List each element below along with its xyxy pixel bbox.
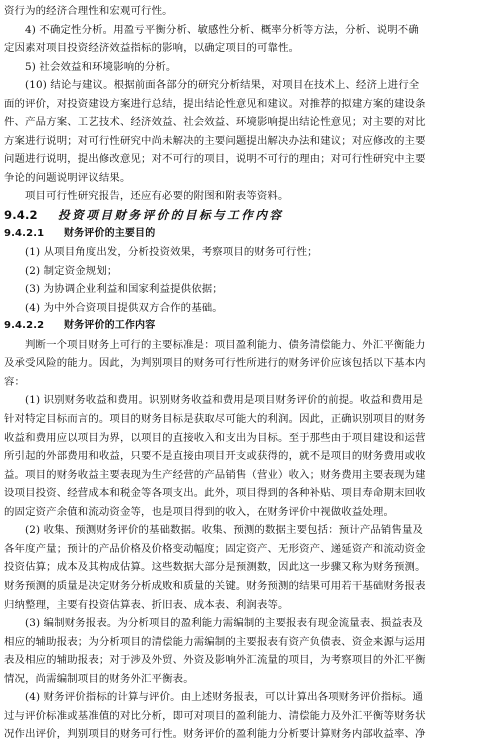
paragraph-collect-data [4,521,482,614]
section-number: 9.4.2 [4,208,38,223]
paragraph-identify-income [4,391,482,521]
text-line: 方案进行说明；对可行性研究中尚未解决的主要问题提出解决办法和建议；对应修改的主要 [4,134,426,147]
text-line: 定因素对项目投资经济效益指标的影响，以确定项目的可靠性。 [4,42,300,55]
text-line: (2) 收集、预测财务评价的基础数据。收集、预测的数据主要包括：预计产品销售量及 [25,524,424,537]
subsection-number: 9.4.2.1 [4,227,45,239]
purpose-list [4,243,482,317]
text-line: 所引起的外部费用和收益，只要不是直接由项目开支或获得的，就不是项目的财务费用或收 [4,450,426,463]
text-line: (1) 识别财务收益和费用。识别财务收益和费用是项目财务评价的前提。收益和费用是 [25,394,424,407]
paragraph-indicators [4,688,482,744]
paragraph-social-benefit [4,58,482,77]
subsection-heading [4,317,482,336]
text-line: 针对特定目标而言的。项目的财务目标是获取尽可能大的利润。因此，正确识别项目的财务 [4,413,426,426]
text-line: 项目可行性研究报告，还应有必要的附图和附表等资料。 [25,190,289,203]
text-line: 容： [4,375,26,388]
subsection-title: 财务评价的主要目的 [64,227,156,239]
list-item: (3) 为协调企业利益和国家利益提供依据； [25,283,223,296]
text-line: 面的评价，对投资建设方案进行总结，提出结论性意见和建议。对推荐的拟建方案的建设条 [4,97,426,110]
text-line: 情况，尚需编制项目的财务外汇平衡表。 [4,672,194,685]
text-line: 的固定资产余值和流动资金等，也是项目得到的收入，在财务评价中视做收益处理。 [4,505,394,518]
text-line: 归纳整理，主要有投资估算表、折旧表、成本表、利润表等。 [4,598,289,611]
text-line: 4) 不确定性分析。用盈亏平衡分析、敏感性分析、概率分析等方法，分析、说明不确 [25,23,419,36]
list-item: (1) 从项目角度出发，分析投资效果，考察项目的财务可行性； [25,246,318,259]
section-heading [4,206,482,225]
text-line: 表及相应的辅助报表；对于涉及外贸、外资及影响外汇流量的项目，为考察项目的外汇平衡 [4,654,426,667]
text-line: 资行为的经济合理性和宏观可行性。 [4,5,173,17]
text-line: 况作出评价，判别项目的财务可行性。财务评价的盈利能力分析要计算财务内部收益率、净 [4,728,426,741]
text-line: 判断一个项目财务上可行的主要标准是：项目盈利能力、债务清偿能力、外汇平衡能力 [25,338,426,351]
text-line: 过与评价标准或基准值的对比分析，即可对项目的盈利能力、清偿能力及外汇平衡等财务状 [4,709,426,722]
text-line: (4) 财务评价指标的计算与评价。由上述财务报表，可以计算出各项财务评价指标。通 [25,691,424,704]
text-line: 问题进行说明，提出修改意见；对不可行的项目，说明不可行的理由；对可行性研究中主要 [4,153,426,166]
text-line: 益。项目的财务收益主要表现为生产经营的产品销售（营业）收入；财务费用主要表现为建 [4,468,426,481]
text-line: (3) 编制财务报表。为分析项目的盈利能力需编制的主要报表有现金流量表、损益表及 [25,617,424,630]
subsection-heading [4,225,482,244]
text-line: 争论的问题说明评议结果。 [4,171,131,184]
paragraph-feasibility-end [4,2,482,21]
text-line: 相应的辅助报表；为分析项目的清偿能力需编制的主要报表有资产负债表、资金来源与运用 [4,635,426,648]
paragraph-conclusion [4,76,482,187]
text-line: (10) 结论与建议。根据前面各部分的研究分析结果，对项目在技术上、经济上进行全 [25,79,420,92]
text-line: 收益和费用应以项目为界，以项目的直接收入和支出为目标。至于那些由于项目建设和运营 [4,431,426,444]
text-line: 投资估算；成本及其构成估算。这些数据大部分是预测数，因此这一步骤又称为财务预测。 [4,561,426,574]
list-item: (4) 为中外合资项目提供双方合作的基础。 [25,301,223,314]
paragraph-uncertainty-analysis [4,21,482,58]
text-line: 5) 社会效益和环境影响的分析。 [25,60,177,73]
text-line: 及承受风险的能力。因此，为判别项目的财务可行性所进行的财务评价应该包括以下基本内 [4,357,426,370]
text-line: 财务预测的质量是决定财务分析成败和质量的关键。财务预测的结果可用若干基础财务报表 [4,579,426,592]
section-title: 投资项目财务评价的目标与工作内容 [58,208,284,223]
paragraph-criteria [4,336,482,392]
subsection-title: 财务评价的工作内容 [64,320,156,332]
subsection-number: 9.4.2.2 [4,320,45,332]
text-line: 件、产品方案、工艺技术、经济效益、社会效益、环境影响提出结论性意见；对主要的对比 [4,116,426,129]
text-line: 各年度产量；预计的产品价格及价格变动幅度；固定资产、无形资产、递延资产和流动资金 [4,542,426,555]
paragraph-financial-statements [4,614,482,688]
list-item: (2) 制定资金规划； [25,264,118,277]
paragraph-attachments [4,187,482,206]
text-line: 设项目投资、经营成本和税金等各项支出。此外，项目得到的各种补贴、项目寿命期末回收 [4,487,426,500]
